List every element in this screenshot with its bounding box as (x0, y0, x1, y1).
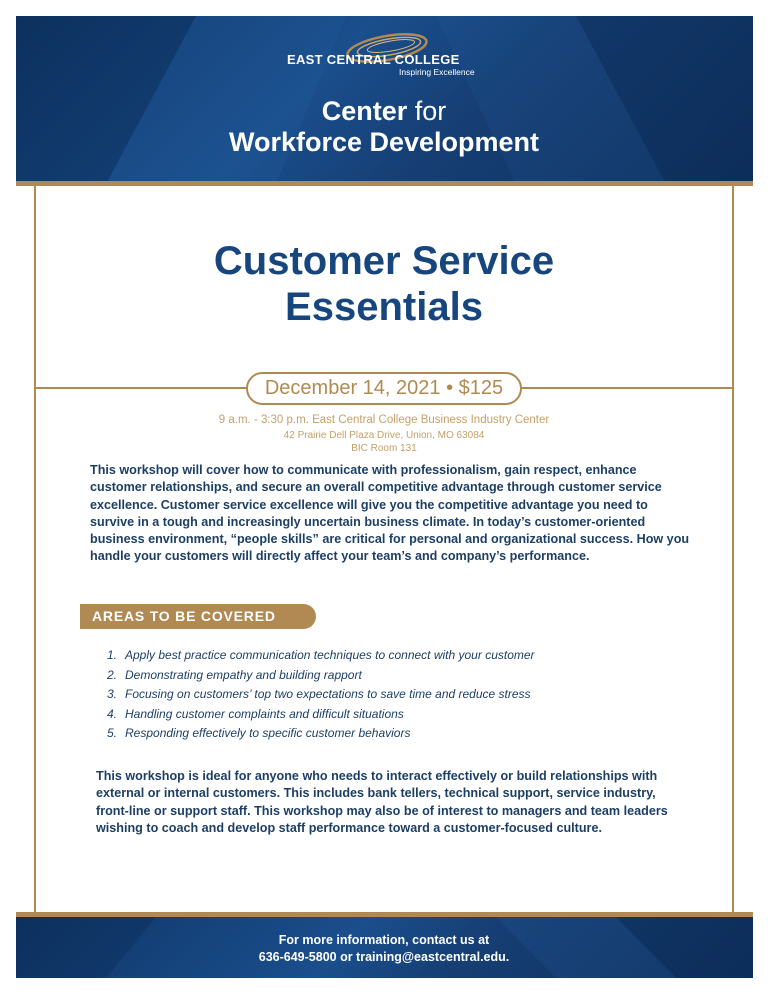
department-heading: Workforce Development (228, 127, 540, 157)
areas-heading: AREAS TO BE COVERED (80, 604, 316, 629)
date-rule-right (520, 387, 732, 389)
header-gold-rule (16, 181, 753, 186)
college-name: EAST CENTRAL COLLEGE (287, 52, 460, 67)
date-rule-left (36, 387, 248, 389)
event-time-location: 9 a.m. - 3:30 p.m. East Central College Business Industry Center (218, 414, 550, 426)
event-title-line2: Essentials (285, 285, 483, 329)
footer-contact-intro: For more information, contact us at (278, 933, 490, 947)
list-item: 4. Handling customer complaints and difficult situations (107, 706, 404, 721)
list-item: 3. Focusing on customers’ top two expectations to save time and reduce stress (107, 687, 531, 701)
event-title-line1: Customer Service (213, 239, 555, 283)
center-heading-bold: Center (321, 96, 408, 126)
areas-list (107, 646, 535, 744)
college-tagline: Inspiring Excellence (399, 67, 475, 77)
workshop-description: This workshop will cover how to communicate with professionalism, gain respect, enhance customer relationships, and secure an overall competitive advantage through customer service excellence. Customer service excellence will give you the competitive advantage you need to survive in a tough and increasingly uncertain business climate. In today’s customer-oriented business environment, “people skills” are critical for personal and organizational success. How you handle your customers will directly affect your team’s and company’s performance. (90, 463, 690, 564)
center-heading (0, 96, 768, 127)
center-heading-light: for (414, 96, 447, 126)
footer-background-pattern (16, 917, 753, 978)
list-item: 2. Demonstrating empathy and building rapport (107, 667, 362, 682)
list-item: 5. Responding effectively to specific customer behaviors (107, 726, 411, 740)
event-room: BIC Room 131 (351, 443, 417, 454)
footer-banner (16, 917, 753, 978)
event-address: 42 Prairie Dell Plaza Drive, Union, MO 63084 (283, 430, 485, 441)
event-title (0, 238, 768, 330)
date-price-badge: December 14, 2021 • $125 (246, 372, 522, 405)
footer-contact-details[interactable]: 636-649-5800 or training@eastcentral.edu. (258, 950, 510, 964)
list-item: 1. Apply best practice communication techniques to connect with your customer (107, 648, 535, 662)
audience-description: This workshop is ideal for anyone who needs to interact effectively or build relationships with external or internal customers. This includes bank tellers, technical support, service industry, front-line or support staff. This workshop may also be of interest to managers and team leaders wishing to coach and develop staff performance toward a customer-focused culture. (96, 769, 668, 835)
college-logo (287, 30, 487, 80)
